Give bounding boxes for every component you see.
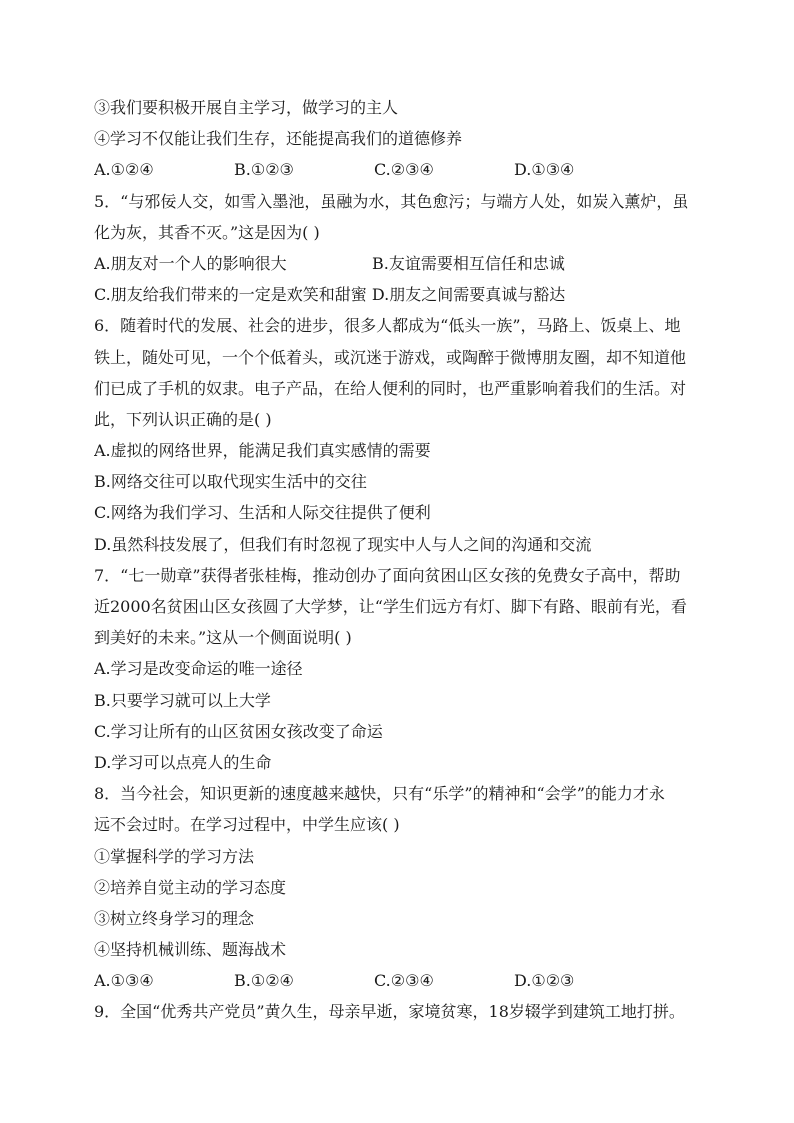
question-9-text: 9．全国“优秀共产党员”黄久生，母亲早逝，家境贫寒，18岁辍学到建筑工地打拼。 [94, 1002, 685, 1022]
option-line: ④学习不仅能让我们生存，还能提高我们的道德修养 [94, 129, 463, 149]
question-6-text: 6．随着时代的发展、社会的进步，很多人都成为“低头一族”，马路上、饭桌上、地 [94, 316, 681, 336]
answer-option-b: B.网络交往可以取代现实生活中的交往 [94, 472, 367, 492]
answer-options-row [94, 965, 704, 996]
answer-options-row: C.朋友给我们带来的一定是欢笑和甜蜜 D.朋友之间需要真诚与豁达 [94, 285, 566, 305]
answer-option-a: A.学习是改变命运的唯一途径 [94, 659, 303, 679]
answer-option-c: C.学习让所有的山区贫困女孩改变了命运 [94, 721, 383, 741]
answer-option-d: D.①②③ [514, 971, 575, 991]
answer-option-b: B.友谊需要相互信任和忠诚 [372, 253, 565, 273]
question-8-text: 8．当今社会，知识更新的速度越来越快，只有“乐学”的精神和“会学”的能力才永 [94, 784, 665, 804]
option-line: ③树立终身学习的理念 [94, 908, 255, 928]
question-6-text: 们已成了手机的奴隶。电子产品，在给人便利的同时，也严重影响着我们的生活。对 [94, 378, 687, 398]
question-5-text: 化为灰，其香不灭。”这是因为( ) [94, 222, 320, 242]
answer-option-a: A.①②④ [94, 160, 154, 180]
page-content [94, 92, 704, 1028]
answer-option-b: B.只要学习就可以上大学 [94, 690, 271, 710]
question-7-text: 到美好的未来。”这从一个侧面说明( ) [94, 628, 352, 648]
option-line: ④坚持机械训练、题海战术 [94, 940, 287, 960]
answer-option-d: D.学习可以点亮人的生命 [94, 752, 272, 772]
answer-options-row [94, 248, 704, 279]
option-line: ②培养自觉主动的学习态度 [94, 877, 287, 897]
answer-option-c: C.②③④ [374, 971, 434, 991]
answer-option-c: C.网络为我们学习、生活和人际交往提供了便利 [94, 503, 431, 523]
answer-option-a: A.虚拟的网络世界，能满足我们真实感情的需要 [94, 441, 431, 461]
option-line: ③我们要积极开展自主学习，做学习的主人 [94, 98, 399, 117]
answer-option-b: B.①②③ [234, 160, 294, 180]
answer-options-row [94, 154, 704, 185]
question-7-text: 7．“七一勋章”获得者张桂梅，推动创办了面向贫困山区女孩的免费女子高中，帮助 [94, 565, 681, 585]
question-5-text: 5．“与邪佞人交，如雪入墨池，虽融为水，其色愈污；与端方人处，如炭入薰炉，虽 [94, 191, 689, 211]
answer-option-c: C.②③④ [374, 160, 434, 180]
option-line: ①掌握科学的学习方法 [94, 846, 255, 866]
question-7-text: 近2000名贫困山区女孩圆了大学梦，让“学生们远方有灯、脚下有路、眼前有光，看 [94, 597, 687, 616]
question-6-text: 铁上，随处可见，一个个低着头，或沉迷于游戏，或陶醉于微博朋友圈，却不知道他 [94, 347, 687, 367]
answer-option-a: A.朋友对一个人的影响很大 [94, 253, 287, 273]
answer-option-d: D.虽然科技发展了，但我们有时忽视了现实中人与人之间的沟通和交流 [94, 534, 592, 554]
answer-option-b: B.①②④ [234, 971, 294, 991]
answer-option-a: A.①③④ [94, 971, 154, 991]
question-8-text: 远不会过时。在学习过程中，中学生应该( ) [94, 815, 400, 835]
question-6-text: 此，下列认识正确的是( ) [94, 409, 272, 429]
answer-option-d: D.①③④ [514, 160, 575, 180]
